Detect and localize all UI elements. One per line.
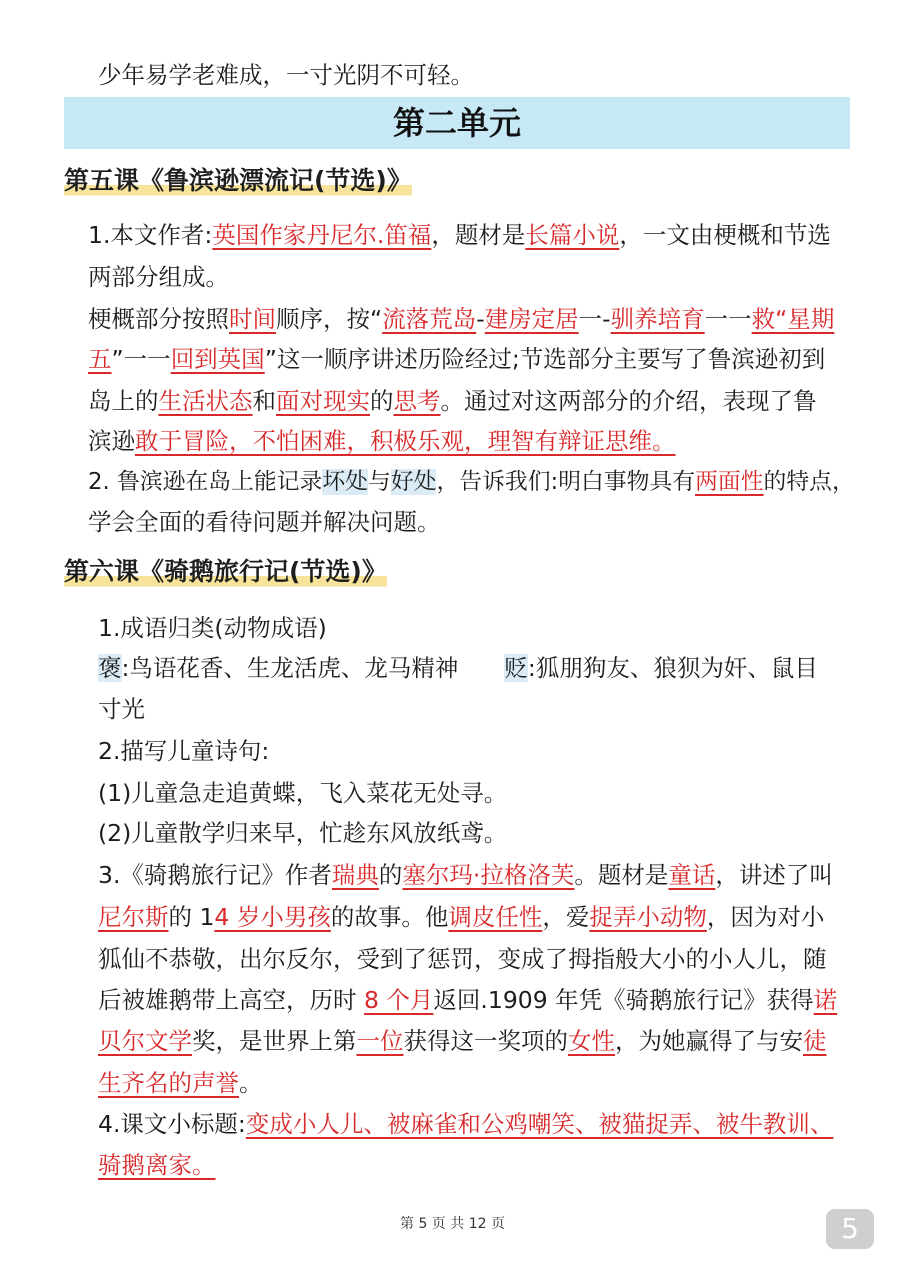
lesson5-line3: 梗概部分按照时间顺序，按“流落荒岛-建房定居一-驯养培育一一救“星期 (88, 305, 835, 333)
top-line: 少年易学老难成，一寸光阴不可轻。 (98, 61, 474, 89)
lesson6-line11: 贝尔文学奖，是世界上第一位获得这一奖项的女性，为她赢得了与安徒 (98, 1027, 827, 1055)
page-footer: 第 5 页 共 12 页 (400, 1216, 505, 1232)
lesson6-line6: (2)儿童散学归来早，忙趁东风放纸鸢。 (98, 819, 508, 847)
derogatory-label: 贬 (504, 654, 528, 682)
page-number-badge: 5 (826, 1209, 874, 1249)
lesson5-line1: 1.本文作者:英国作家丹尼尔.笛福，题材是长篇小说，一文由梗概和节选 (88, 221, 831, 249)
lesson6-line5: (1)儿童急走追黄蝶，飞入菜花无处寻。 (98, 779, 508, 807)
lesson6-line3: 寸光 (98, 695, 145, 723)
lesson6-line10: 后被雄鹅带上高空，历时 8 个月返回.1909 年凭《骑鹅旅行记》获得诺 (98, 986, 838, 1014)
lesson5-line6: 滨逊敢于冒险，不怕困难，积极乐观，理智有辩证思维。 (88, 427, 676, 455)
lesson6-line13: 4.课文小标题:变成小人儿、被麻雀和公鸡嘲笑、被猫捉弄、被牛教训、 (98, 1110, 834, 1138)
lesson5-line8: 学会全面的看待问题并解决问题。 (88, 508, 441, 536)
lesson6-line9: 狐仙不恭敬，出尔反尔，受到了惩罚，变成了拇指般大小的小人儿，随 (98, 945, 827, 973)
lesson5-line5: 岛上的生活状态和面对现实的思考。通过对这两部分的介绍，表现了鲁 (88, 387, 817, 415)
lesson5-line2: 两部分组成。 (88, 263, 229, 291)
lesson5-line4: 五”一一回到英国”这一顺序讲述历险经过;节选部分主要写了鲁滨逊初到 (88, 345, 826, 373)
lesson6-line14: 骑鹅离家。 (98, 1151, 216, 1179)
praise-label: 褒 (98, 654, 122, 682)
lesson6-line2: 褒:鸟语花香、生龙活虎、龙马精神 贬:狐朋狗友、狼狈为奸、鼠目 (98, 654, 818, 682)
lesson5-title: 第五课《鲁滨逊漂流记(节选)》 (64, 164, 412, 198)
unit-title: 第二单元 (64, 97, 850, 149)
lesson6-line4: 2.描写儿童诗句: (98, 737, 270, 765)
lesson6-line12: 生齐名的声誉。 (98, 1069, 263, 1097)
lesson6-title: 第六课《骑鹅旅行记(节选)》 (64, 555, 387, 589)
lesson5-line7: 2. 鲁滨逊在岛上能记录坏处与好处，告诉我们:明白事物具有两面性的特点， (88, 469, 855, 495)
lesson6-line1: 1.成语归类(动物成语) (98, 614, 327, 642)
lesson6-line8: 尼尔斯的 14 岁小男孩的故事。他调皮任性，爱捉弄小动物，因为对小 (98, 903, 825, 931)
lesson6-line7: 3.《骑鹅旅行记》作者瑞典的塞尔玛·拉格洛芙。题材是童话，讲述了叫 (98, 861, 833, 889)
